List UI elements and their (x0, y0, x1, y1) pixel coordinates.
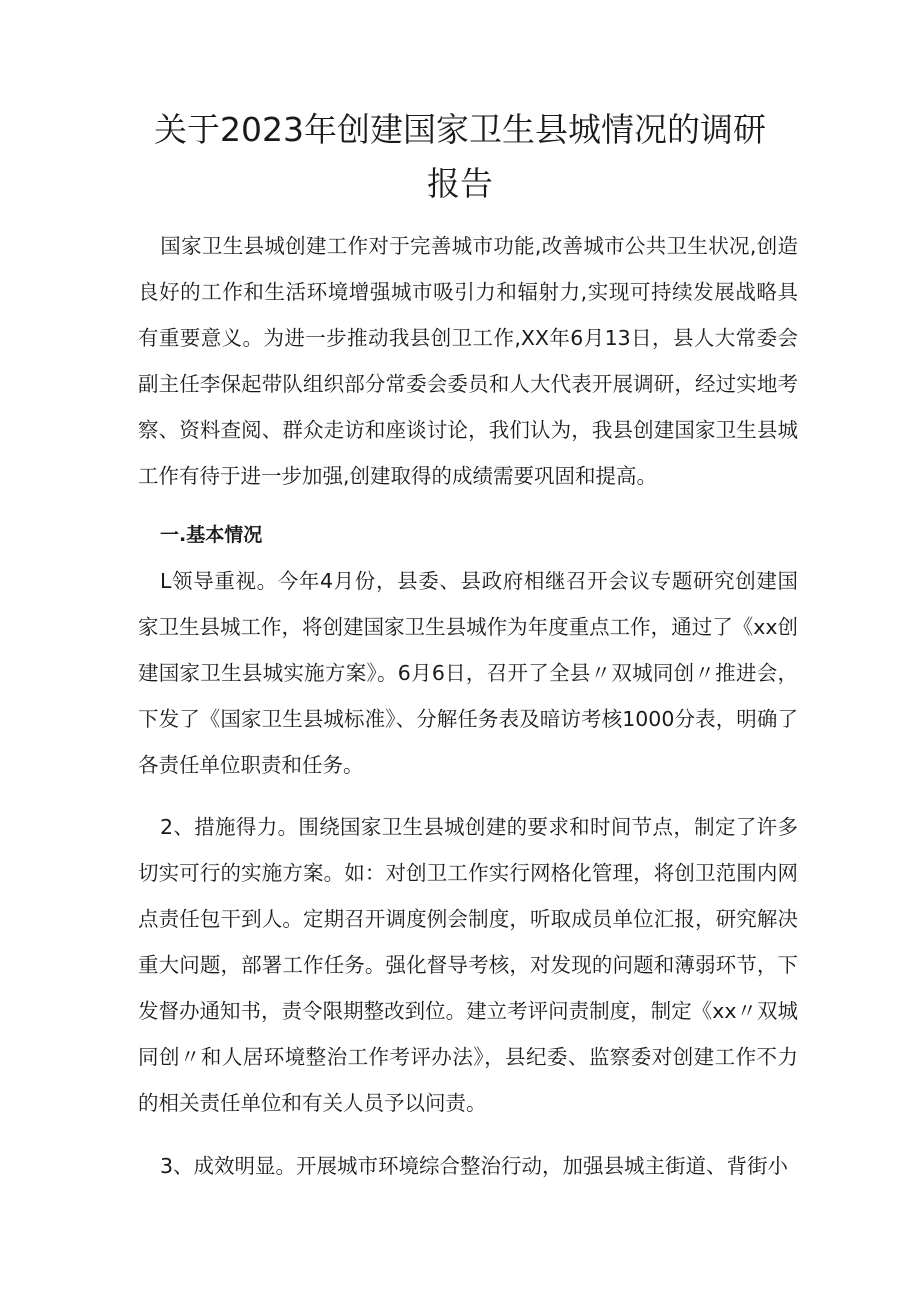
section-paragraph-1 (138, 558, 798, 788)
intro-paragraph-text: 国家卫生县城创建工作对于完善城市功能,改善城市公共卫生状况,创造良好的工作和生活环境增强城市吸引力和辐射力,实现可持续发展战略具有重要意义。为进一步推动我县创卫工作,XX年6月13日，县人大常委会副主任李保起带队组织部分常委会委员和人大代表开展调研，经过实地考察、资料查阅、群众走访和座谈讨论，我们认为，我县创建国家卫生县城工作有待于进一步加强,创建取得的成绩需要巩固和提高。 (138, 234, 798, 488)
document-title-line-2: 报告 (427, 164, 493, 203)
section-paragraph-3 (138, 1143, 798, 1189)
document-title-line-1: 关于2023年创建国家卫生县城情况的调研 (154, 110, 766, 149)
section-paragraph-3-text: 3、成效明显。开展城市环境综合整治行动，加强县城主街道、背街小 (160, 1154, 789, 1178)
section-heading-basic-situation: 一.基本情况 (160, 524, 263, 546)
section-paragraph-1-text: L领导重视。今年4月份，县委、县政府相继召开会议专题研究创建国家卫生县城工作，将创建国家卫生县城作为年度重点工作，通过了《xx创建国家卫生县城实施方案》。6月6日，召开了全县〃双城同创〃推进会，下发了《国家卫生县城标准》、分解任务表及暗访考核1000分表，明确了各责任单位职责和任务。 (138, 569, 798, 777)
section-paragraph-2-text: 2、措施得力。围绕国家卫生县城创建的要求和时间节点，制定了许多切实可行的实施方案。如：对创卫工作实行网格化管理，将创卫范围内网点责任包干到人。定期召开调度例会制度，听取成员单位汇报，研究解决重大问题，部署工作任务。强化督导考核，对发现的问题和薄弱环节，下发督办通知书，责令限期整改到位。建立考评问责制度，制定《xx〃双城同创〃和人居环境整治工作考评办法》，县纪委、监察委对创建工作不力的相关责任单位和有关人员予以问责。 (138, 815, 798, 1115)
intro-paragraph (138, 223, 798, 499)
section-paragraph-2 (138, 804, 798, 1126)
